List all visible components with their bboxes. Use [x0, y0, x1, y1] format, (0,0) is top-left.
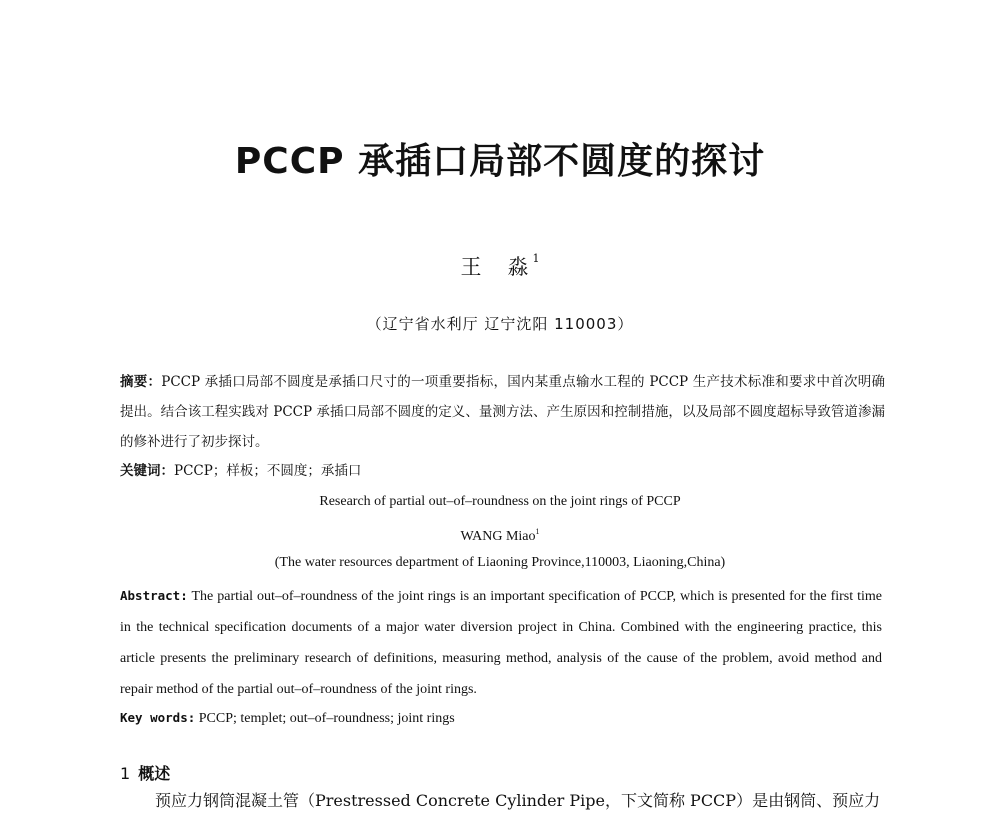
keywords-cn [120, 456, 885, 486]
section-title: 概述 [138, 764, 171, 783]
keywords-cn-text: PCCP；样板；不圆度；承插口 [174, 463, 362, 479]
keywords-cn-label: 关键词： [120, 463, 174, 479]
author-en [0, 520, 1000, 549]
abstract-cn-text: PCCP 承插口局部不圆度是承插口尺寸的一项重要指标，国内某重点输水工程的 PCCP 生产技术标准和要求中首次明确提出。结合该工程实践对 PCCP 承插口局部不圆度的定义、量测方法、产生原因和控制措施，以及局部不圆度超标导致管道渗漏的修补进行了初步探讨。 [120, 374, 885, 450]
section-heading-1 [120, 761, 170, 787]
author-en-name: WANG Miao [460, 529, 536, 544]
section-number: 1 [120, 764, 131, 783]
paper-title: PCCP 承插口局部不圆度的探讨 [234, 141, 766, 182]
abstract-en [120, 580, 882, 705]
author-cn [0, 244, 1000, 282]
keywords-en [120, 702, 882, 734]
author-given-name: 淼 [507, 255, 529, 279]
author-surname: 王 [460, 255, 482, 279]
abstract-cn [120, 367, 885, 457]
abstract-en-text: The partial out–of–roundness of the joint rings is an important specification of PCCP, which is presented for the first time in the technical specification documents of a major water diversion project in China. Combined with the engineering practice, this article presents the preliminary research of definitions, measuring method, analysis of the cause of the problem, avoid method and repair method of the partial out–of–roundness of the joint rings. [120, 589, 882, 697]
section-1-body-first-line: 预应力钢筒混凝土管（Prestressed Concrete Cylinder Pipe，下文简称 PCCP）是由钢筒、预应力 [155, 791, 881, 810]
author-affiliation-mark: 1 [532, 252, 540, 265]
keywords-en-label: Key words: [120, 710, 196, 725]
keywords-en-text: PCCP; templet; out–of–roundness; joint rings [198, 711, 455, 726]
affiliation-cn: （辽宁省水利厅 辽宁沈阳 110003） [366, 315, 634, 333]
author-en-affiliation-mark: 1 [535, 527, 540, 536]
paper-title-en: Research of partial out–of–roundness on the joint rings of PCCP [319, 494, 681, 509]
abstract-en-label: Abstract: [120, 588, 188, 603]
abstract-cn-label: 摘要： [120, 374, 162, 390]
affiliation-en: (The water resources department of Liaoning Province,110003, Liaoning,China) [274, 555, 726, 570]
